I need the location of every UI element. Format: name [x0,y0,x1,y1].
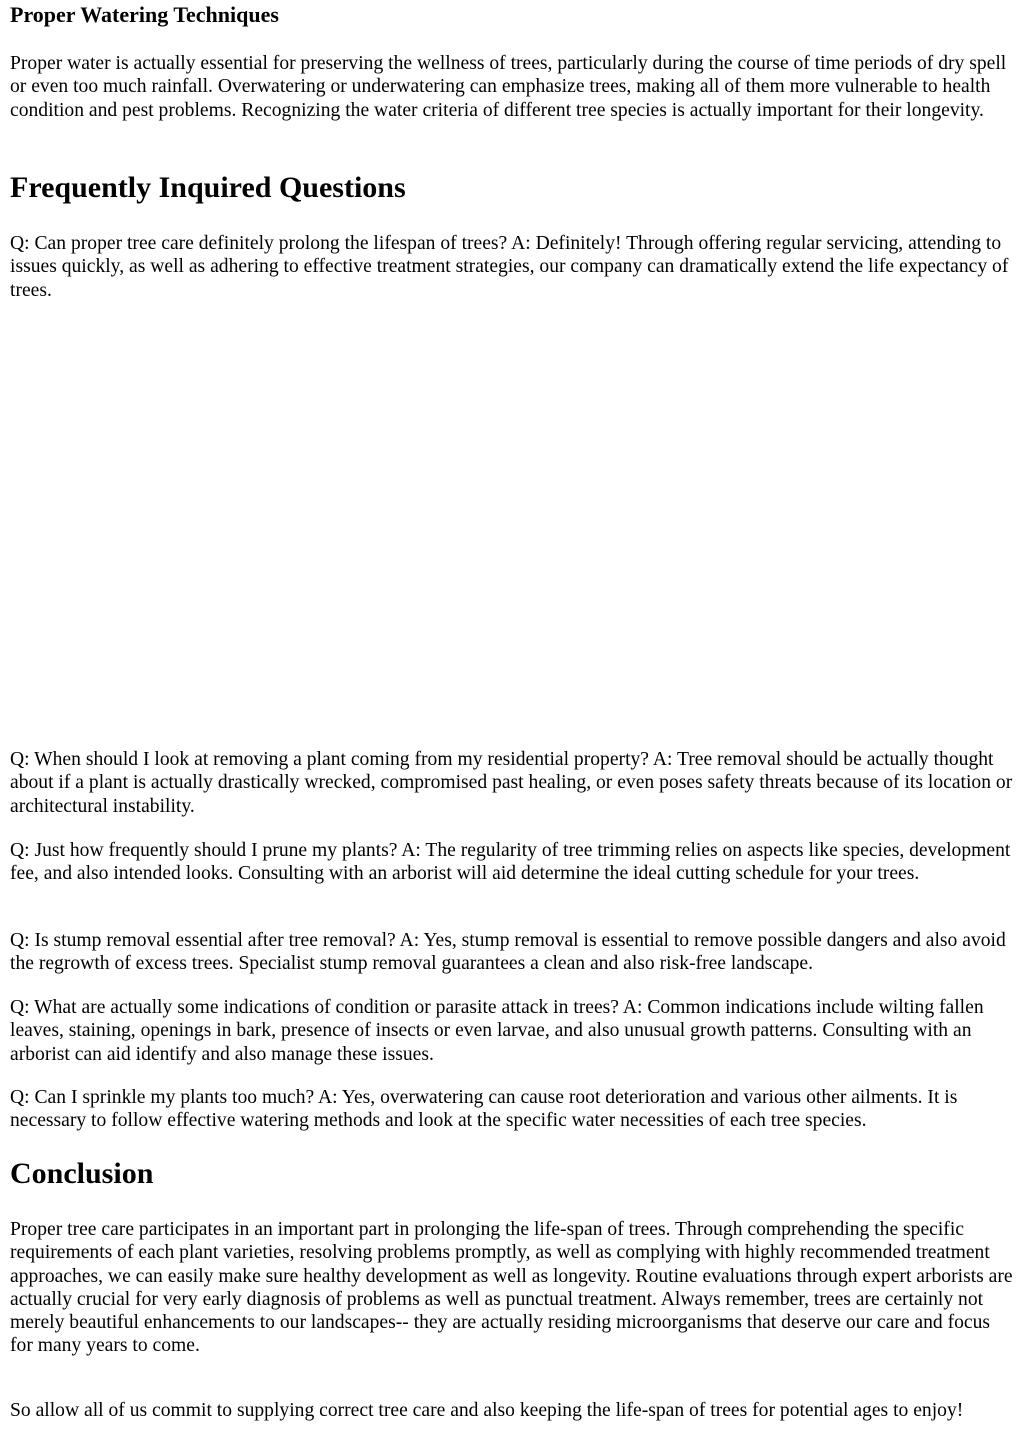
conclusion-paragraph: Proper tree care participates in an important part in prolonging the life-span of trees. Through comprehending the specific requirements of each plant varieties, resolving problems promptly, as well as complying with highly recommended treatment approaches, we can easily make sure healthy development as well as longevity. Routine evaluations through expert arborists are actually crucial for very early diagnosis of problems as well as punctual treatment. Always remember, trees are certainly not merely beautiful enhancements to our landscapes-- they are actually residing microorganisms that deserve our care and focus for many years to come. [10,1219,1013,1357]
faq-heading: Frequently Inquired Questions [10,171,406,204]
faq-item: Q: What are actually some indications of condition or parasite attack in trees? A: Common indications include wilting fallen leaves, staining, openings in bark, presence of insects or even larvae, and also unusual growth patterns. Consulting with an arborist can aid identify and also manage these issues. [10,997,984,1065]
faq-item: Q: Can I sprinkle my plants too much? A: Yes, overwatering can cause root deterioration and various other ailments. It is necessary to follow effective watering methods and look at the specific water necessities of each tree species. [10,1087,958,1132]
closing-paragraph: So allow all of us commit to supplying correct tree care and also keeping the life-span of trees for potential ages to enjoy! [10,1400,964,1421]
article [10,0,1016,1448]
watering-paragraph: Proper water is actually essential for preserving the wellness of trees, particularly during the course of time periods of dry spell or even too much rainfall. Overwatering or underwatering can emphasize trees, making all of them more vulnerable to health condition and pest problems. Recognizing the water criteria of different tree species is actually important for their longevity. [10,53,1007,121]
conclusion-heading: Conclusion [10,1157,154,1190]
watering-heading: Proper Watering Techniques [10,2,279,27]
empty-embed-area [10,318,1016,728]
faq-item: Q: When should I look at removing a plant coming from my residential property? A: Tree removal should be actually thought about if a plant is actually drastically wrecked, compromised past healing, or even poses safety threats because of its location or architectural instability. [10,749,1013,817]
faq-item: Q: Can proper tree care definitely prolong the lifespan of trees? A: Definitely! Through offering regular servicing, attending to issues quickly, as well as adhering to effective treatment strategies, our company can dramatically extend the life expectancy of trees. [10,233,1009,301]
faq-item: Q: Just how frequently should I prune my plants? A: The regularity of tree trimming relies on aspects like species, development fee, and also intended looks. Consulting with an arborist will aid determine the ideal cutting schedule for your trees. [10,840,1011,885]
faq-item: Q: Is stump removal essential after tree removal? A: Yes, stump removal is essential to remove possible dangers and also avoid the regrowth of excess trees. Specialist stump removal guarantees a clean and also risk-free landscape. [10,930,1006,975]
